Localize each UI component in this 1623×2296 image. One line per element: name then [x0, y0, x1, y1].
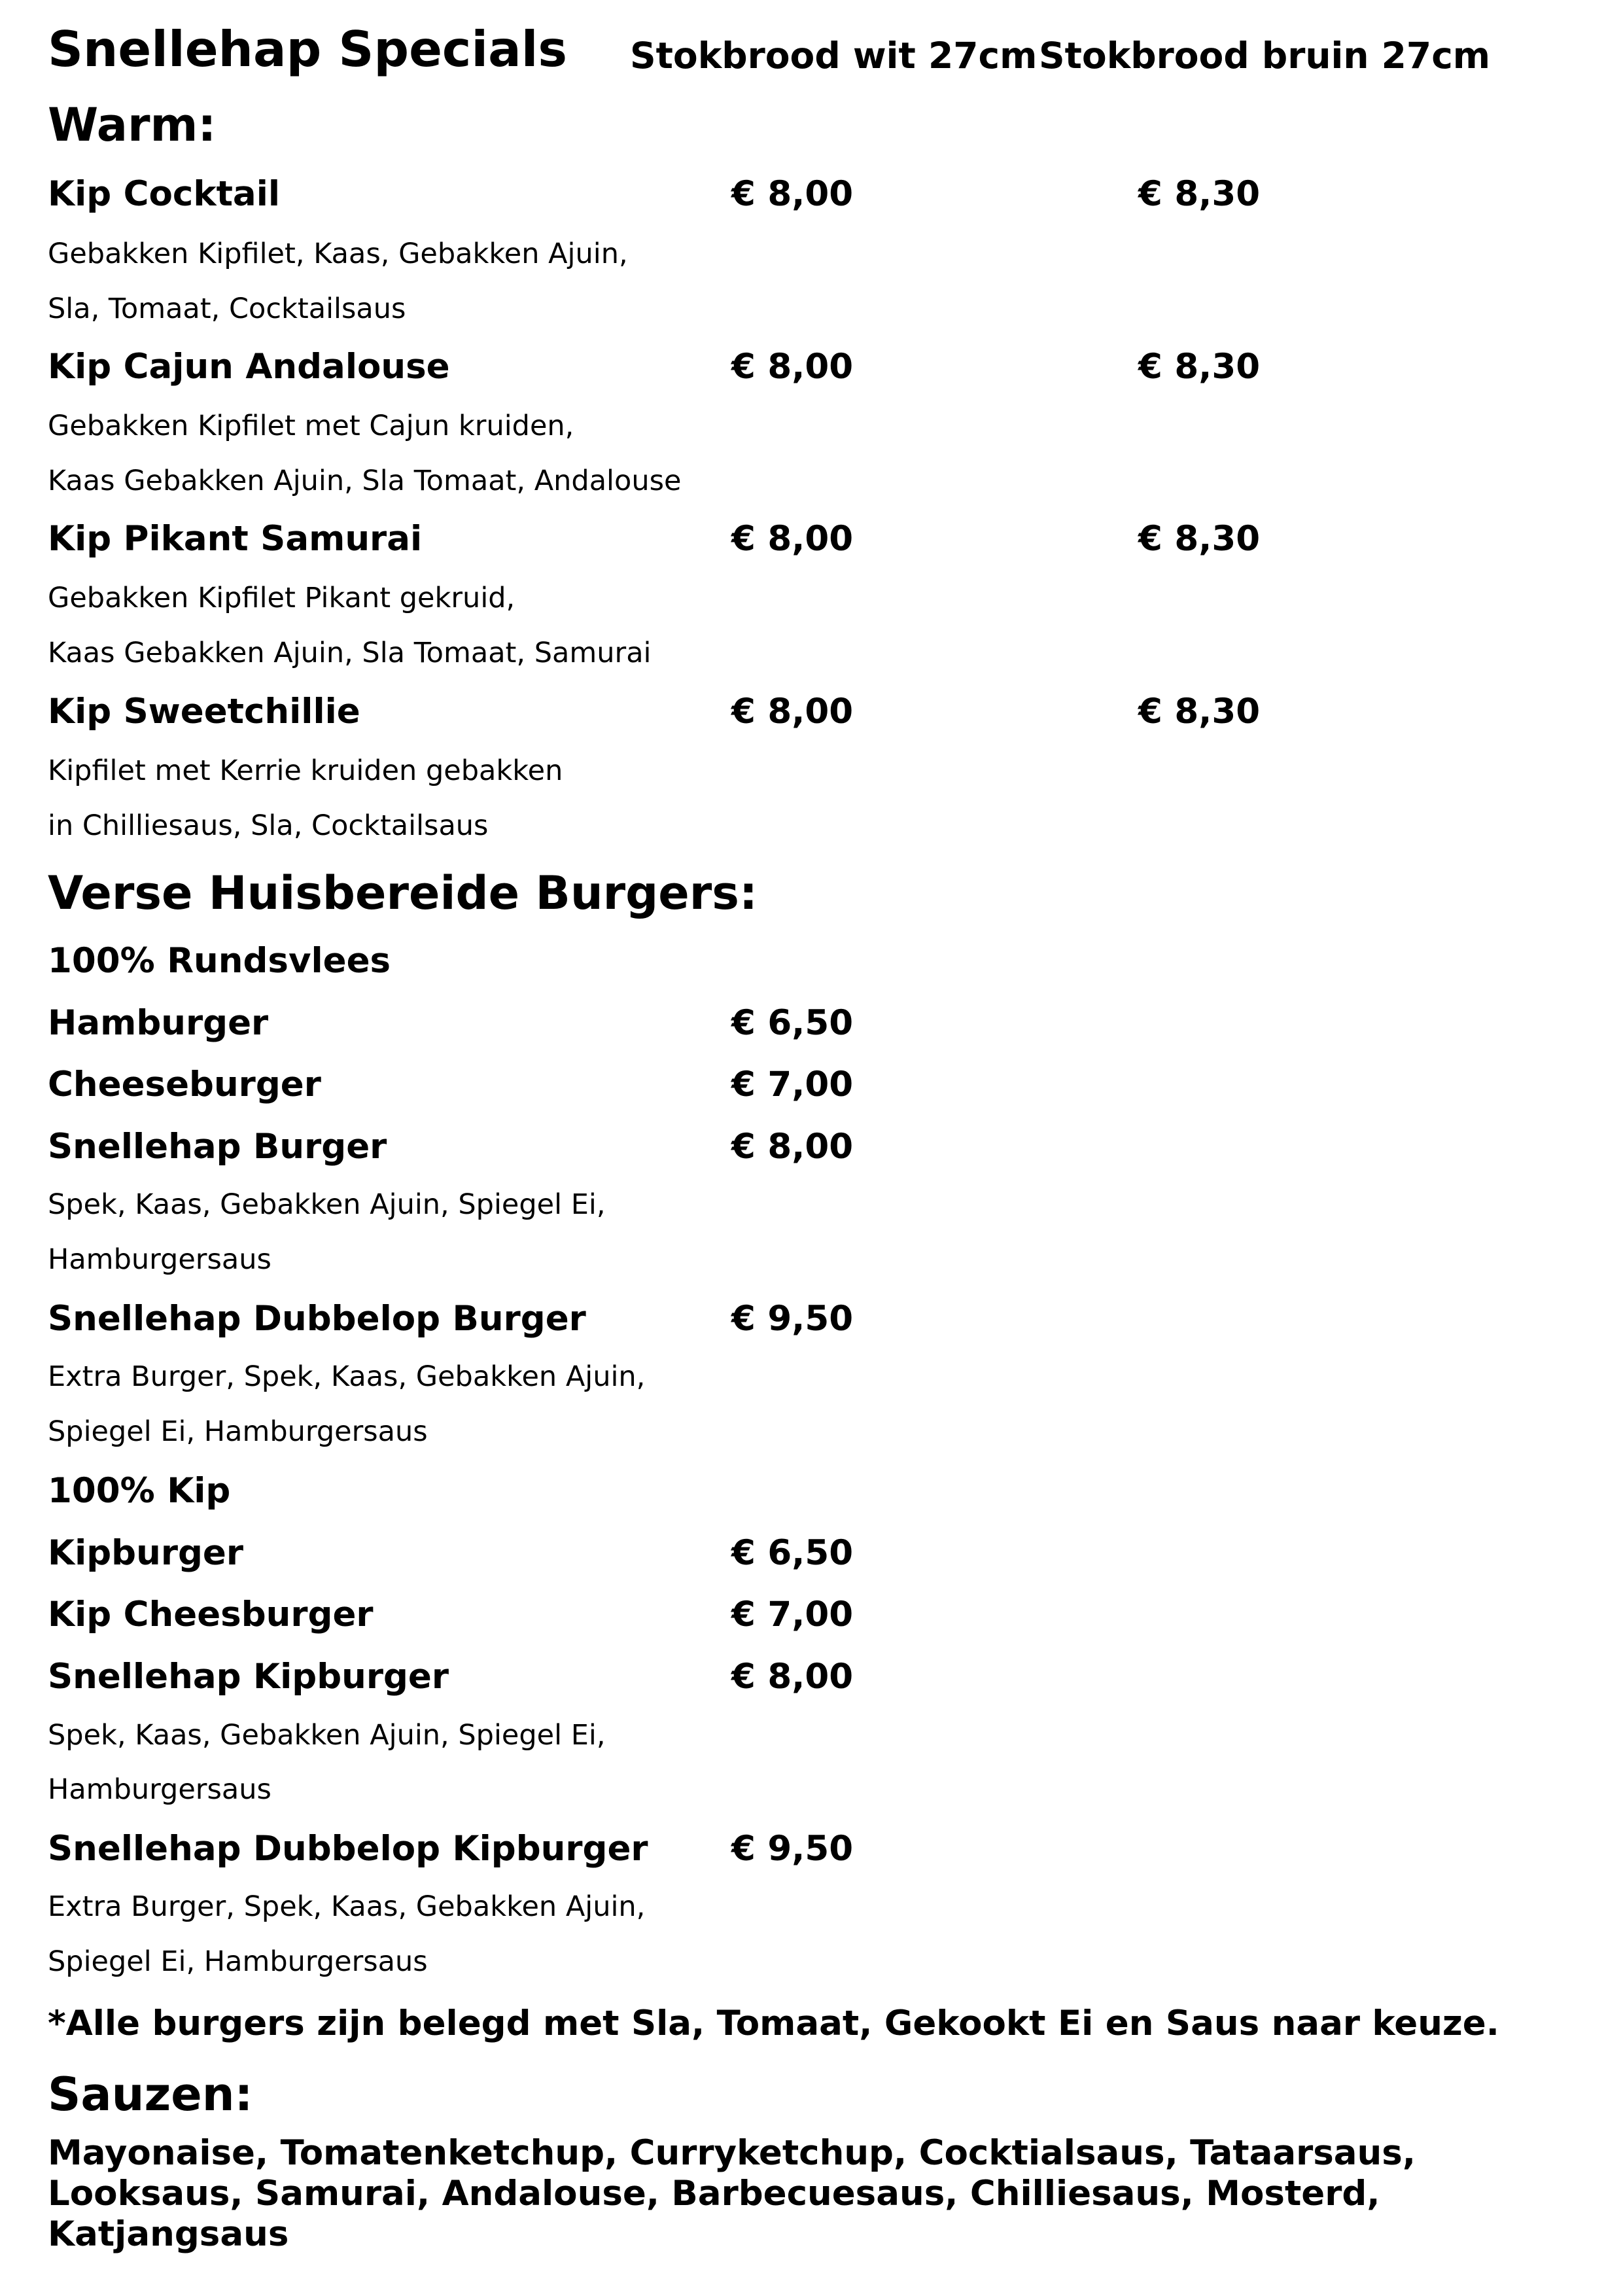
item-description: Spek, Kaas, Gebakken Ajuin, Spiegel Ei,	[48, 1719, 606, 1752]
item-description: Spiegel Ei, Hamburgersaus	[48, 1945, 428, 1978]
section-heading-burgers: Verse Huisbereide Burgers:	[48, 866, 758, 920]
column-header-white-bread: Stokbrood wit 27cm	[630, 35, 1038, 77]
section-heading-sauces: Sauzen:	[48, 2068, 253, 2121]
item-name: Hamburger	[48, 1003, 269, 1043]
price-white: € 8,00	[731, 174, 854, 214]
price-white: € 8,00	[731, 347, 854, 387]
menu-item-snellehap-dubbelop-kipburger	[48, 1831, 1579, 1871]
price: € 6,50	[731, 1003, 854, 1043]
item-description: Gebakken Kipfilet met Cajun kruiden,	[48, 410, 574, 442]
sauces-list: Mayonaise, Tomatenketchup, Curryketchup, Cocktialsaus, Tataarsaus, Looksaus, Samurai, Andalouse, Barbecuesaus, Chilliesaus, Mosterd, Katjangsaus	[48, 2133, 1416, 2254]
item-name: Kip Cheesburger	[48, 1595, 374, 1634]
price: € 7,00	[731, 1595, 854, 1634]
column-header-brown-bread: Stokbrood bruin 27cm	[1039, 35, 1491, 77]
item-description: Sla, Tomaat, Cocktailsaus	[48, 292, 406, 325]
item-name: Kip Sweetchillie	[48, 692, 360, 732]
menu-item-cheeseburger	[48, 1067, 1579, 1106]
price-brown: € 8,30	[1138, 519, 1261, 559]
price: € 9,50	[731, 1829, 854, 1869]
menu-item-kip-cheesburger	[48, 1597, 1579, 1636]
price: € 7,00	[731, 1065, 854, 1104]
burger-note: *Alle burgers zijn belegd met Sla, Tomaat, Gekookt Ei en Saus naar keuze.	[48, 2004, 1499, 2043]
menu-item-kip-cocktail	[48, 174, 1579, 216]
item-name: Snellehap Dubbelop Kipburger	[48, 1829, 648, 1869]
item-name: Snellehap Kipburger	[48, 1657, 449, 1697]
menu-page	[48, 0, 1579, 2296]
item-description: Kaas Gebakken Ajuin, Sla Tomaat, Andalouse	[48, 465, 682, 497]
subheading-beef: 100% Rundsvlees	[48, 941, 391, 981]
menu-item-kipburger	[48, 1533, 1579, 1575]
item-description: Hamburgersaus	[48, 1773, 271, 1806]
menu-item-snellehap-kipburger	[48, 1659, 1579, 1699]
item-description: Spek, Kaas, Gebakken Ajuin, Spiegel Ei,	[48, 1188, 606, 1221]
price: € 9,50	[731, 1299, 854, 1339]
menu-item-hamburger	[48, 1003, 1579, 1045]
section-heading-warm: Warm:	[48, 98, 217, 152]
price-brown: € 8,30	[1138, 692, 1261, 732]
page-title: Snellehap Specials	[48, 20, 568, 78]
item-description: Extra Burger, Spek, Kaas, Gebakken Ajuin,	[48, 1360, 646, 1393]
item-name: Cheeseburger	[48, 1065, 321, 1104]
price: € 8,00	[731, 1657, 854, 1697]
item-description: Kipfilet met Kerrie kruiden gebakken	[48, 754, 563, 787]
menu-item-kip-sweetchillie	[48, 694, 1579, 733]
item-description: Hamburgersaus	[48, 1243, 271, 1276]
item-name: Snellehap Dubbelop Burger	[48, 1299, 586, 1339]
price-brown: € 8,30	[1138, 174, 1261, 214]
price-white: € 8,00	[731, 692, 854, 732]
price: € 8,00	[731, 1127, 854, 1167]
subheading-chicken: 100% Kip	[48, 1471, 231, 1511]
item-description: Extra Burger, Spek, Kaas, Gebakken Ajuin,	[48, 1890, 646, 1923]
item-name: Kipburger	[48, 1533, 244, 1573]
item-name: Snellehap Burger	[48, 1127, 387, 1167]
price: € 6,50	[731, 1533, 854, 1573]
menu-item-snellehap-burger	[48, 1129, 1579, 1169]
item-name: Kip Pikant Samurai	[48, 519, 423, 559]
item-description: Gebakken Kipfilet Pikant gekruid,	[48, 582, 515, 614]
menu-item-kip-pikant-samurai	[48, 521, 1579, 561]
item-name: Kip Cajun Andalouse	[48, 347, 450, 387]
item-description: Spiegel Ei, Hamburgersaus	[48, 1415, 428, 1448]
price-white: € 8,00	[731, 519, 854, 559]
item-description: Gebakken Kipfilet, Kaas, Gebakken Ajuin,	[48, 238, 628, 270]
menu-item-snellehap-dubbelop-burger	[48, 1301, 1579, 1341]
item-name: Kip Cocktail	[48, 174, 281, 214]
price-brown: € 8,30	[1138, 347, 1261, 387]
menu-item-kip-cajun-andalouse	[48, 349, 1579, 389]
item-description: Kaas Gebakken Ajuin, Sla Tomaat, Samurai	[48, 637, 652, 669]
item-description: in Chilliesaus, Sla, Cocktailsaus	[48, 809, 489, 842]
